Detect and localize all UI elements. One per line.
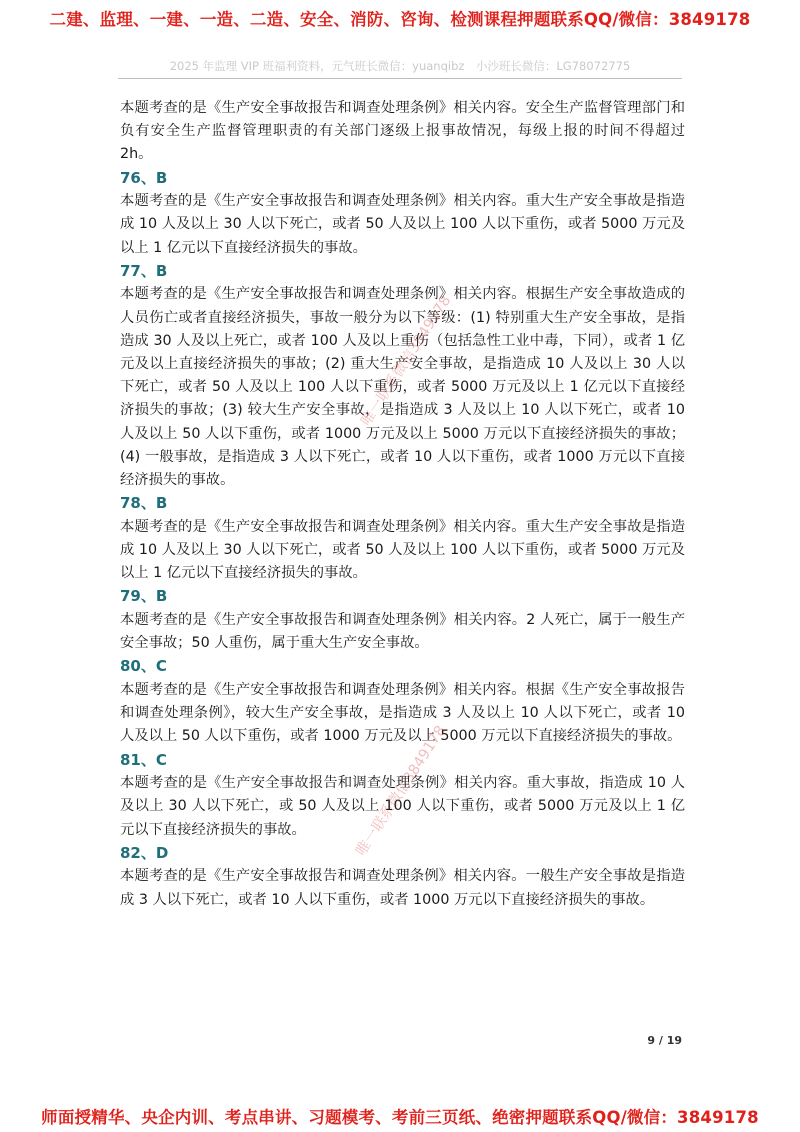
answer-explanation: 本题考查的是《生产安全事故报告和调查处理条例》相关内容。重大生产安全事故是指造成 10 人及以上 30 人以下死亡，或者 50 人及以上 100 人以下重伤，或者 5000 万元及以上 1 亿元以下直接经济损失的事故。 (120, 193, 685, 256)
answer-entry-78 (120, 492, 685, 585)
watermark-text: 唯一联系微信3849178 (353, 723, 450, 859)
intro-paragraph: 本题考查的是《生产安全事故报告和调查处理条例》相关内容。安全生产监督管理部门和负有安全生产监督管理职责的有关部门逐级上报事故情况，每级上报的时间不得超过 2h。 (120, 100, 685, 163)
watermark-text: 唯一联系微信3849178 (358, 293, 455, 429)
answer-explanation: 本题考查的是《生产安全事故报告和调查处理条例》相关内容。一般生产安全事故是指造成 3 人以下死亡，或者 10 人以下重伤，或者 1000 万元以下直接经济损失的事故。 (120, 868, 685, 908)
answer-label: 79、B (120, 587, 168, 606)
answer-explanation: 本题考查的是《生产安全事故报告和调查处理条例》相关内容。根据《生产安全事故报告和调查处理条例》，较大生产安全事故，是指造成 3 人及以上 10 人以下死亡，或者 10 人及以上 50 人以下重伤，或者 1000 万元及以上 5000 万元以下直接经济损失的事故。 (120, 682, 685, 745)
answer-explanation: 本题考查的是《生产安全事故报告和调查处理条例》相关内容。2 人死亡，属于一般生产安全事故；50 人重伤，属于重大生产安全事故。 (120, 612, 685, 652)
page-number: 9 / 19 (647, 1034, 682, 1047)
answer-entry-80 (120, 655, 685, 748)
answer-label: 80、C (120, 657, 167, 676)
answer-label: 76、B (120, 168, 168, 187)
answer-explanation: 本题考查的是《生产安全事故报告和调查处理条例》相关内容。根据生产安全事故造成的人员伤亡或者直接经济损失，事故一般分为以下等级：(1) 特别重大生产安全事故，是指造成 30 人及以上死亡，或者 100 人及以上重伤（包括急性工业中毒，下同），或者 1 亿元及以上直接经济损失的事故；(2) 重大生产安全事故，是指造成 10 人及以上 30 人以下死亡，或者 50 人及以上 100 人以下重伤，或者 5000 万元及以上 1 亿元以下直接经济损失的事故；(3) 较大生产安全事故，是指造成 3 人及以上 10 人以下死亡，或者 10 人及以上 50 人以下重伤，或者 1000 万元及以上 5000 万元以下直接经济损失的事故；(4) 一般事故，是指造成 3 人以下死亡，或者 10 人以下重伤，或者 1000 万元以下直接经济损失的事故。 (120, 286, 685, 489)
answer-entry-82 (120, 842, 685, 912)
answer-entry-79 (120, 585, 685, 655)
promo-banner-bottom: 师面授精华、央企内训、考点串讲、习题模考、考前三页纸、绝密押题联系QQ/微信：3849178 (41, 1108, 759, 1127)
answer-label: 78、B (120, 494, 168, 513)
promo-banner-top: 二建、监理、一建、一造、二造、安全、消防、咨询、检测课程押题联系QQ/微信：3849178 (49, 10, 751, 29)
answer-explanation: 本题考查的是《生产安全事故报告和调查处理条例》相关内容。重大事故，指造成 10 人及以上 30 人以下死亡，或 50 人及以上 100 人以下重伤，或者 5000 万元及以上 1 亿元以下直接经济损失的事故。 (120, 775, 685, 838)
header-note: 2025 年监理 VIP 班福利资料，元气班长微信：yuanqibz 小沙班长微信：LG78072775 (169, 59, 631, 73)
header-divider (118, 78, 682, 79)
answer-explanation: 本题考查的是《生产安全事故报告和调查处理条例》相关内容。重大生产安全事故是指造成 10 人及以上 30 人以下死亡，或者 50 人及以上 100 人以下重伤，或者 5000 万元及以上 1 亿元以下直接经济损失的事故。 (120, 518, 685, 582)
answer-label: 82、D (120, 843, 169, 862)
answer-label: 81、C (120, 750, 167, 769)
answer-entry-76 (120, 167, 685, 260)
answer-label: 77、B (120, 261, 168, 280)
